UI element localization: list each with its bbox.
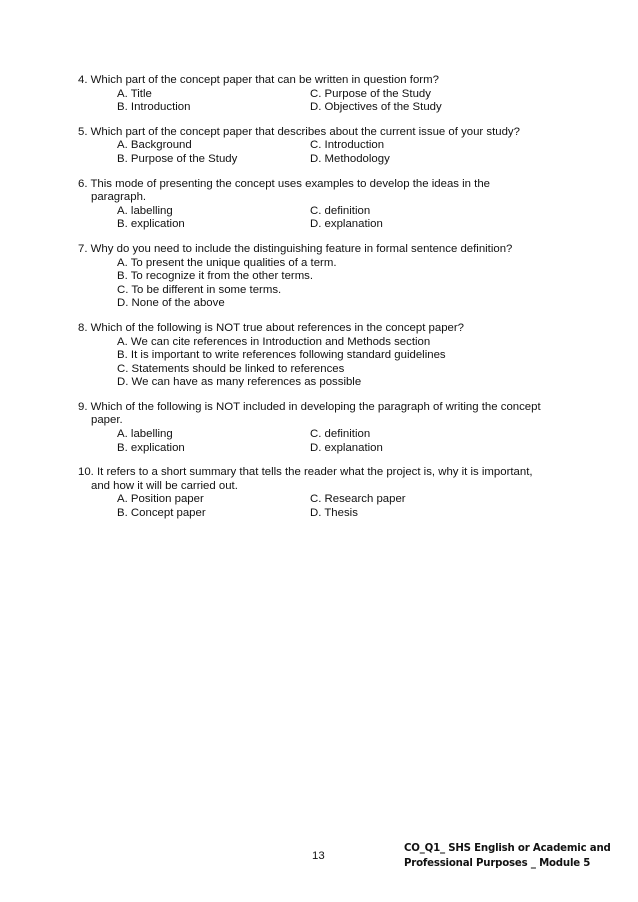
option-d: D. Thesis — [310, 507, 358, 520]
option-b: B. To recognize it from the other terms. — [117, 270, 314, 283]
option-d: D. None of the above — [117, 297, 225, 310]
question-item — [78, 322, 578, 390]
option-b: B. explication — [117, 441, 185, 454]
option-c: C. To be different in some terms. — [117, 283, 282, 296]
option-a: A. labelling — [117, 428, 173, 441]
question-line-wrap: and how it will be carried out. — [91, 479, 238, 492]
option-b: B. It is important to write references following standard guidelines — [117, 349, 446, 362]
option-d: D. explanation — [310, 218, 383, 231]
question-text — [78, 401, 578, 428]
question-text — [78, 243, 578, 257]
question-line: 4. Which part of the concept paper that can be written in question form? — [78, 74, 439, 86]
question-item — [78, 243, 578, 311]
option-c: C. Purpose of the Study — [310, 87, 431, 100]
question-line: 8. Which of the following is NOT true about references in the concept paper? — [78, 321, 465, 334]
question-item — [78, 466, 578, 520]
option-c: C. Introduction — [310, 139, 385, 152]
option-b: B. Introduction — [117, 101, 191, 114]
option-a: A. Title — [117, 87, 152, 100]
question-item — [78, 74, 578, 115]
option-a: A. Position paper — [117, 493, 204, 506]
options — [78, 428, 578, 455]
question-line-wrap: paper. — [91, 414, 123, 427]
option-c: C. definition — [310, 428, 371, 441]
question-text — [78, 126, 578, 140]
option-b: B. Purpose of the Study — [117, 152, 238, 165]
question-line: 6. This mode of presenting the concept uses examples to develop the ideas in the — [78, 177, 491, 190]
option-d: D. We can have as many references as possible — [117, 376, 362, 389]
option-a: A. We can cite references in Introduction and Methods section — [117, 335, 431, 348]
question-text — [78, 322, 578, 336]
option-c: C. definition — [310, 204, 371, 217]
options — [78, 493, 578, 520]
question-list — [78, 74, 578, 532]
options — [78, 205, 578, 232]
options — [78, 139, 578, 166]
module-footer-line: CO_Q1_ SHS English or Academic and — [404, 843, 611, 854]
question-line-wrap: paragraph. — [91, 191, 147, 204]
question-text — [78, 74, 578, 88]
question-line: 7. Why do you need to include the distinguishing feature in formal sentence definition? — [78, 242, 513, 255]
option-d: D. Methodology — [310, 152, 390, 165]
module-footer-line: Professional Purposes _ Module 5 — [404, 857, 591, 869]
option-c: C. Statements should be linked to references — [117, 362, 345, 375]
question-text — [78, 178, 578, 205]
page-number: 13 — [312, 850, 325, 862]
question-text — [78, 466, 578, 493]
option-a: A. labelling — [117, 204, 173, 217]
question-line: 9. Which of the following is NOT included in developing the paragraph of writing the concept — [78, 400, 541, 413]
question-line: 10. It refers to a short summary that tells the reader what the project is, why it is important, — [78, 466, 533, 479]
options — [78, 336, 578, 390]
option-c: C. Research paper — [310, 493, 406, 506]
options — [78, 257, 578, 311]
option-d: D. explanation — [310, 441, 383, 454]
question-item — [78, 126, 578, 167]
option-b: B. Concept paper — [117, 507, 206, 520]
question-line: 5. Which part of the concept paper that describes about the current issue of your study? — [78, 125, 520, 138]
option-b: B. explication — [117, 218, 185, 231]
question-item — [78, 401, 578, 455]
option-a: A. Background — [117, 139, 192, 152]
options — [78, 88, 578, 115]
module-footer — [404, 842, 611, 871]
option-d: D. Objectives of the Study — [310, 101, 442, 114]
option-a: A. To present the unique qualities of a term. — [117, 256, 337, 269]
question-item — [78, 178, 578, 232]
